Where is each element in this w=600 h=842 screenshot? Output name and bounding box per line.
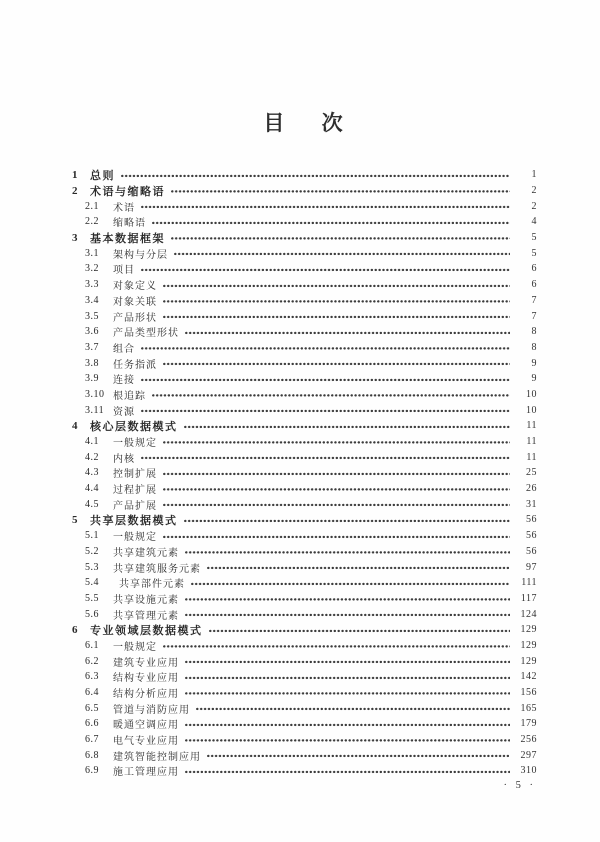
dot-leader xyxy=(163,355,510,371)
toc-entry xyxy=(72,230,537,246)
dot-leader xyxy=(185,763,510,779)
entry-page-number: 256 xyxy=(520,734,537,746)
entry-number: 5.3 xyxy=(85,561,99,573)
entry-label: 连接 xyxy=(113,375,135,387)
entry-number: 3.11 xyxy=(85,404,105,416)
entry-label: 内核 xyxy=(113,453,135,465)
entry-number: 3.6 xyxy=(85,326,99,338)
entry-number: 6.8 xyxy=(85,749,99,761)
toc-entry xyxy=(72,653,537,669)
entry-number: 3.7 xyxy=(85,341,99,353)
entry-number: 2.2 xyxy=(85,216,99,228)
dot-leader xyxy=(121,167,510,183)
entry-number: 6.3 xyxy=(85,671,99,683)
entry-label: 过程扩展 xyxy=(113,485,157,497)
entry-number: 5.5 xyxy=(85,592,99,604)
entry-page-number: 31 xyxy=(526,498,537,510)
entry-label: 共享层数据模式 xyxy=(90,514,178,527)
entry-page-number: 129 xyxy=(520,655,537,667)
dot-leader xyxy=(185,544,510,560)
entry-page-number: 26 xyxy=(526,483,537,495)
entry-label: 共享建筑元素 xyxy=(113,547,179,559)
dot-leader xyxy=(163,293,510,309)
entry-label: 控制扩展 xyxy=(113,469,157,481)
entry-label: 术语与缩略语 xyxy=(90,185,165,198)
entry-label: 结构专业应用 xyxy=(113,673,179,685)
toc-entry xyxy=(72,559,537,575)
entry-number: 3.1 xyxy=(85,247,99,259)
entry-label: 总则 xyxy=(90,169,115,182)
toc-entry xyxy=(72,638,537,654)
entry-label: 一般规定 xyxy=(113,641,157,653)
entry-page-number: 11 xyxy=(526,420,537,432)
entry-label: 产品扩展 xyxy=(113,500,157,512)
dot-leader xyxy=(163,638,510,654)
entry-number: 2.1 xyxy=(85,200,99,212)
entry-number: 3.8 xyxy=(85,357,99,369)
dot-leader xyxy=(207,559,510,575)
entry-number: 3.9 xyxy=(85,373,99,385)
dot-leader xyxy=(163,277,510,293)
dot-leader xyxy=(185,653,510,669)
entry-page-number: 10 xyxy=(526,404,537,416)
toc-entry xyxy=(72,355,537,371)
dot-leader xyxy=(185,732,510,748)
entry-label: 产品形状 xyxy=(113,312,157,324)
entry-label: 根追踪 xyxy=(113,390,146,402)
dot-leader xyxy=(185,669,510,685)
entry-page-number: 111 xyxy=(521,577,537,589)
entry-page-number: 129 xyxy=(520,639,537,651)
toc-entry xyxy=(72,528,537,544)
entry-page-number: 10 xyxy=(526,388,537,400)
dot-leader xyxy=(163,496,510,512)
entry-number: 5.1 xyxy=(85,530,99,542)
dot-leader xyxy=(141,261,510,277)
dot-leader xyxy=(207,747,510,763)
entry-page-number: 56 xyxy=(526,514,537,526)
dot-leader xyxy=(185,324,510,340)
toc-entry xyxy=(72,324,537,340)
entry-number: 3 xyxy=(72,231,78,244)
entry-page-number: 4 xyxy=(531,216,537,228)
entry-label: 共享管理元素 xyxy=(113,610,179,622)
entry-number: 6.2 xyxy=(85,655,99,667)
entry-label: 专业领域层数据模式 xyxy=(90,624,203,637)
entry-page-number: 8 xyxy=(531,326,537,338)
dot-leader xyxy=(141,402,510,418)
dot-leader xyxy=(184,512,511,528)
entry-page-number: 97 xyxy=(526,561,537,573)
toc-entry xyxy=(72,622,537,638)
dot-leader xyxy=(185,685,510,701)
dot-leader xyxy=(171,230,510,246)
entry-label: 电气专业应用 xyxy=(113,736,179,748)
entry-label: 组合 xyxy=(113,343,135,355)
toc-entry xyxy=(72,481,537,497)
entry-page-number: 7 xyxy=(531,310,537,322)
entry-page-number: 56 xyxy=(526,545,537,557)
dot-leader xyxy=(163,528,510,544)
entry-number: 6.1 xyxy=(85,639,99,651)
entry-page-number: 297 xyxy=(520,749,537,761)
entry-label: 任务指派 xyxy=(113,359,157,371)
toc-entry xyxy=(72,214,537,230)
toc-entry xyxy=(72,340,537,356)
entry-page-number: 117 xyxy=(520,592,537,604)
entry-number: 4.5 xyxy=(85,498,99,510)
toc-entry xyxy=(72,496,537,512)
entry-number: 6.4 xyxy=(85,687,99,699)
entry-number: 2 xyxy=(72,184,78,197)
entry-number: 6.6 xyxy=(85,718,99,730)
entry-number: 3.3 xyxy=(85,279,99,291)
entry-page-number: 5 xyxy=(531,247,537,259)
toc-list xyxy=(72,167,537,779)
entry-page-number: 25 xyxy=(526,467,537,479)
toc-entry xyxy=(72,747,537,763)
toc-entry xyxy=(72,245,537,261)
toc-entry xyxy=(72,575,537,591)
dot-leader xyxy=(171,183,510,199)
dot-leader xyxy=(141,198,510,214)
entry-page-number: 6 xyxy=(531,279,537,291)
toc-entry xyxy=(72,293,537,309)
dot-leader xyxy=(163,434,510,450)
entry-page-number: 11 xyxy=(526,436,537,448)
entry-number: 4.4 xyxy=(85,483,99,495)
entry-label: 管道与消防应用 xyxy=(113,704,190,716)
dot-leader xyxy=(196,700,510,716)
toc-entry xyxy=(72,434,537,450)
toc-entry xyxy=(72,449,537,465)
toc-entry xyxy=(72,277,537,293)
entry-page-number: 310 xyxy=(520,765,537,777)
page-number-footer: · 5 · xyxy=(503,780,536,791)
dot-leader xyxy=(185,716,510,732)
toc-entry xyxy=(72,418,537,434)
entry-number: 3.5 xyxy=(85,310,99,322)
entry-label: 项目 xyxy=(113,265,135,277)
toc-entry xyxy=(72,402,537,418)
entry-number: 5.6 xyxy=(85,608,99,620)
toc-entry xyxy=(72,198,537,214)
entry-number: 5 xyxy=(72,513,78,526)
entry-number: 6.7 xyxy=(85,734,99,746)
entry-number: 5.2 xyxy=(85,545,99,557)
dot-leader xyxy=(185,606,510,622)
entry-page-number: 8 xyxy=(531,341,537,353)
entry-page-number: 2 xyxy=(531,185,537,197)
entry-number: 3.2 xyxy=(85,263,99,275)
entry-page-number: 124 xyxy=(520,608,537,620)
entry-number: 3.10 xyxy=(85,388,105,400)
dot-leader xyxy=(141,340,510,356)
entry-label: 建筑专业应用 xyxy=(113,657,179,669)
toc-entry xyxy=(72,669,537,685)
toc-entry xyxy=(72,465,537,481)
entry-label: 建筑智能控制应用 xyxy=(113,751,201,763)
toc-entry xyxy=(72,732,537,748)
entry-label: 对象关联 xyxy=(113,296,157,308)
dot-leader xyxy=(191,575,510,591)
entry-number: 4 xyxy=(72,419,78,432)
toc-entry xyxy=(72,261,537,277)
entry-page-number: 156 xyxy=(520,687,537,699)
entry-label: 核心层数据模式 xyxy=(90,420,178,433)
dot-leader xyxy=(152,387,510,403)
entry-label: 基本数据框架 xyxy=(90,232,165,245)
dot-leader xyxy=(163,481,510,497)
entry-label: 共享设施元素 xyxy=(113,594,179,606)
entry-label: 共享部件元素 xyxy=(119,579,185,591)
toc-entry xyxy=(72,387,537,403)
entry-page-number: 165 xyxy=(520,702,537,714)
dot-leader xyxy=(141,449,510,465)
toc-entry xyxy=(72,544,537,560)
entry-number: 5.4 xyxy=(85,577,99,589)
entry-number: 1 xyxy=(72,168,78,181)
entry-label: 一般规定 xyxy=(113,532,157,544)
dot-leader xyxy=(209,622,511,638)
toc-entry xyxy=(72,167,537,183)
entry-page-number: 9 xyxy=(531,357,537,369)
entry-page-number: 6 xyxy=(531,263,537,275)
entry-label: 一般规定 xyxy=(113,438,157,450)
toc-entry xyxy=(72,716,537,732)
entry-page-number: 142 xyxy=(520,671,537,683)
entry-label: 术语 xyxy=(113,202,135,214)
dot-leader xyxy=(184,418,511,434)
dot-leader xyxy=(163,308,510,324)
entry-page-number: 5 xyxy=(531,232,537,244)
entry-number: 3.4 xyxy=(85,294,99,306)
toc-entry xyxy=(72,308,537,324)
entry-number: 4.1 xyxy=(85,436,99,448)
entry-page-number: 2 xyxy=(531,200,537,212)
toc-entry xyxy=(72,183,537,199)
entry-label: 暖通空调应用 xyxy=(113,720,179,732)
entry-page-number: 7 xyxy=(531,294,537,306)
toc-entry xyxy=(72,763,537,779)
dot-leader xyxy=(185,591,510,607)
page-title: 目 次 xyxy=(263,111,346,135)
entry-label: 资源 xyxy=(113,406,135,418)
entry-label: 对象定义 xyxy=(113,281,157,293)
entry-number: 6.9 xyxy=(85,765,99,777)
toc-entry xyxy=(72,512,537,528)
entry-number: 6 xyxy=(72,623,78,636)
entry-label: 结构分析应用 xyxy=(113,689,179,701)
entry-number: 4.2 xyxy=(85,451,99,463)
entry-page-number: 129 xyxy=(520,624,537,636)
toc-entry xyxy=(72,685,537,701)
entry-number: 4.3 xyxy=(85,467,99,479)
toc-entry xyxy=(72,591,537,607)
dot-leader xyxy=(163,465,510,481)
entry-page-number: 56 xyxy=(526,530,537,542)
entry-page-number: 1 xyxy=(531,169,537,181)
entry-label: 缩略语 xyxy=(113,218,146,230)
toc-entry xyxy=(72,700,537,716)
entry-label: 施工管理应用 xyxy=(113,767,179,779)
dot-leader xyxy=(141,371,510,387)
dot-leader xyxy=(152,214,510,230)
dot-leader xyxy=(174,245,510,261)
entry-page-number: 11 xyxy=(526,451,537,463)
entry-page-number: 9 xyxy=(531,373,537,385)
entry-label: 共享建筑服务元素 xyxy=(113,563,201,575)
entry-label: 产品类型形状 xyxy=(113,328,179,340)
toc-entry xyxy=(72,371,537,387)
entry-number: 6.5 xyxy=(85,702,99,714)
entry-label: 架构与分层 xyxy=(113,249,168,261)
toc-entry xyxy=(72,606,537,622)
entry-page-number: 179 xyxy=(520,718,537,730)
